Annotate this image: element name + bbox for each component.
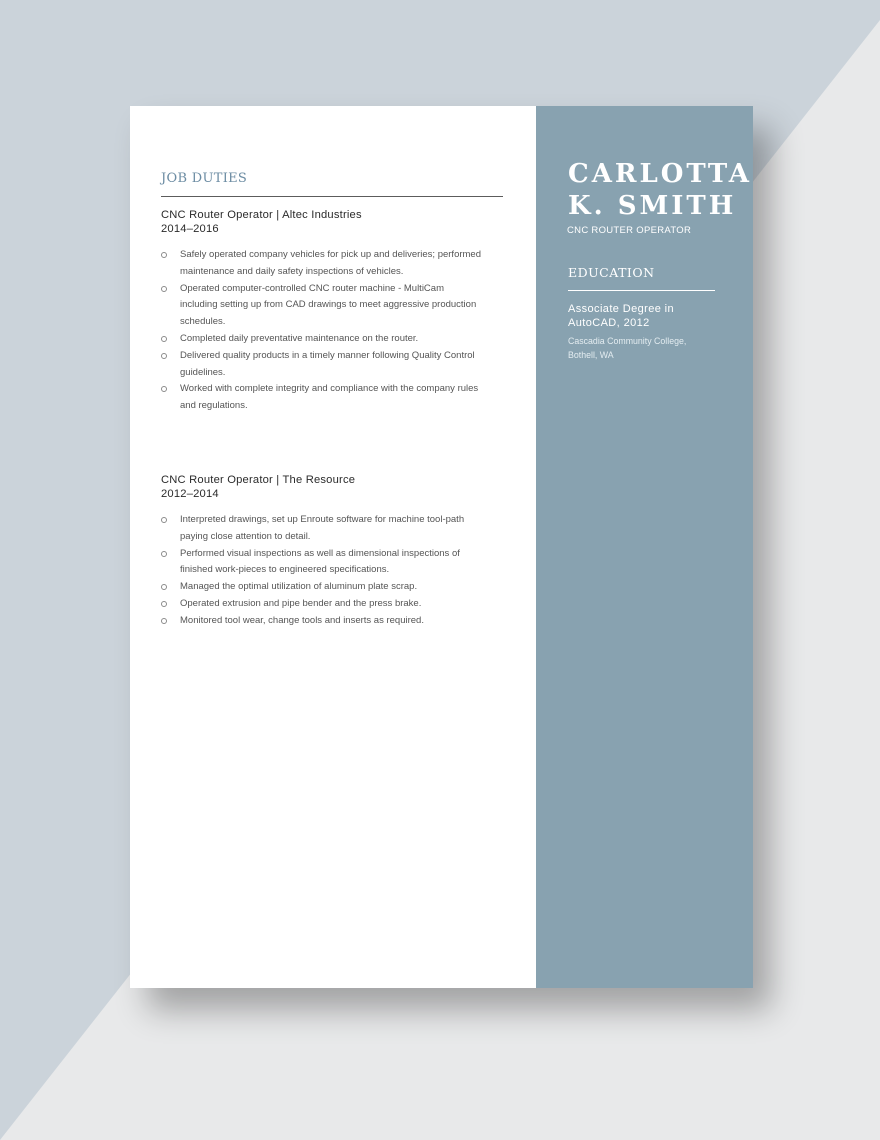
job-entry xyxy=(161,473,481,630)
circle-bullet-icon xyxy=(161,336,167,342)
education-divider xyxy=(568,290,715,291)
duty-item xyxy=(161,613,481,630)
duty-text: Completed daily preventative maintenance on the router. xyxy=(180,332,419,344)
duty-item xyxy=(161,596,481,613)
resume-page xyxy=(130,106,753,988)
job-title: CNC Router Operator | The Resource xyxy=(161,474,356,486)
candidate-name xyxy=(568,158,752,222)
duty-item xyxy=(161,381,481,415)
name-line-first: CARLOTTA xyxy=(568,159,752,189)
duty-text: Performed visual inspections as well as dimensional inspections of finished work-pieces to engineered specifications. xyxy=(180,547,460,576)
circle-bullet-icon xyxy=(161,252,167,258)
job-role: CNC ROUTER OPERATOR xyxy=(567,225,692,236)
education-school: Cascadia Community College, Bothell, WA xyxy=(568,336,687,360)
circle-bullet-icon xyxy=(161,517,167,523)
job-duties-divider xyxy=(161,196,503,197)
duty-text: Delivered quality products in a timely manner following Quality Control guidelines. xyxy=(180,349,475,378)
duty-text: Monitored tool wear, change tools and inserts as required. xyxy=(180,614,424,626)
duty-text: Operated computer-controlled CNC router machine - MultiCam including setting up from CAD drawings to meet aggressive production schedules. xyxy=(180,282,477,328)
name-line-last: K. SMITH xyxy=(568,191,737,221)
resume-sidebar xyxy=(536,106,753,988)
circle-bullet-icon xyxy=(161,551,167,557)
duty-item xyxy=(161,512,481,546)
circle-bullet-icon xyxy=(161,353,167,359)
duty-item xyxy=(161,348,481,382)
job-entry xyxy=(161,208,481,415)
duty-item xyxy=(161,546,481,580)
duties-list xyxy=(161,247,481,415)
duty-text: Operated extrusion and pipe bender and the press brake. xyxy=(180,597,422,609)
job-dates: 2012–2014 xyxy=(161,488,219,500)
duties-list xyxy=(161,512,481,630)
duty-text: Managed the optimal utilization of aluminum plate scrap. xyxy=(180,581,418,593)
duty-item xyxy=(161,247,481,281)
duty-text: Safely operated company vehicles for pick up and deliveries; performed maintenance and daily safety inspections of vehicles. xyxy=(180,249,481,277)
education-heading: EDUCATION xyxy=(568,265,655,280)
job-dates: 2014–2016 xyxy=(161,223,219,235)
job-title: CNC Router Operator | Altec Industries xyxy=(161,209,362,221)
duty-text: Worked with complete integrity and compliance with the company rules and regulations. xyxy=(180,383,479,412)
duty-item xyxy=(161,281,481,331)
circle-bullet-icon xyxy=(161,386,167,392)
circle-bullet-icon xyxy=(161,601,167,607)
job-duties-heading: JOB DUTIES xyxy=(161,171,248,186)
duty-item xyxy=(161,579,481,596)
circle-bullet-icon xyxy=(161,618,167,624)
education-degree: Associate Degree in AutoCAD, 2012 xyxy=(568,303,675,329)
circle-bullet-icon xyxy=(161,584,167,590)
circle-bullet-icon xyxy=(161,286,167,292)
duty-text: Interpreted drawings, set up Enroute software for machine tool-path paying close attention to detail. xyxy=(180,514,465,542)
duty-item xyxy=(161,331,481,348)
